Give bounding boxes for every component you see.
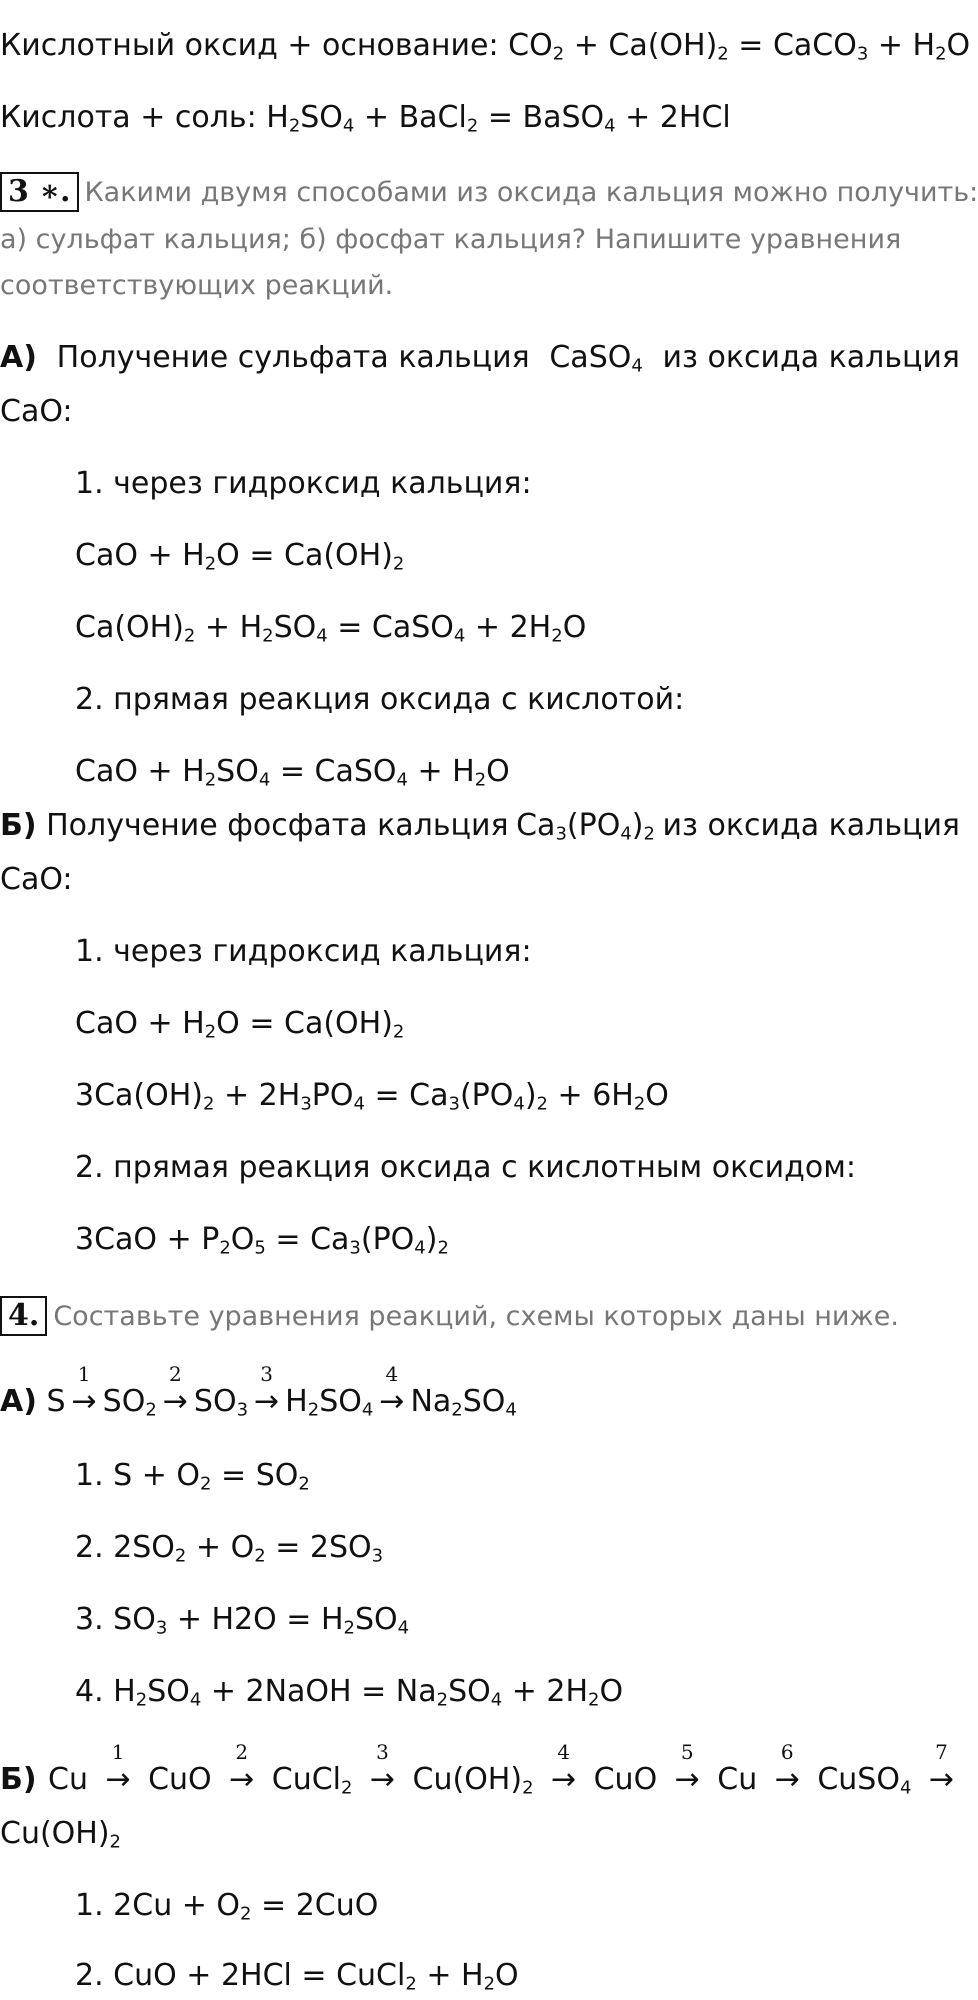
task4-a-label: А) — [0, 1384, 37, 1419]
task3-a-eq1: CaO + $H_2O = Ca(OH)_2$ — [75, 538, 405, 575]
task4-b-eq1: 1. $2Cu + O_2 = 2CuO$ — [75, 1888, 379, 1925]
intro-line-acid-salt: Кислота + соль: $H_2SO_4$ + BaCl$_2$ = BaSO$_4$ + 2HCl — [0, 100, 731, 137]
task4-a-eq4: 4. $H_2SO_4$ + 2NaOH = $Na_2SO_4 + 2H_2O$ — [75, 1674, 624, 1711]
task4-a-eq1: 1. $S + O_2 = SO_2$ — [75, 1458, 310, 1495]
arrow-number: 2 — [235, 1740, 249, 1764]
task4-a-eq3: 3. $SO_3 + H2O = H_2SO_4$ — [75, 1602, 410, 1639]
scheme-arrow: 5 → — [669, 1762, 706, 1798]
task3-question — [0, 172, 978, 212]
task3-a-formula: CaSO$_4$ — [549, 340, 643, 377]
task3-question-line1: Какими двумя способами из оксида кальция можно получить: — [84, 177, 978, 208]
arrow-number: 1 — [111, 1740, 125, 1764]
eq-number: 1. — [75, 1458, 114, 1493]
eq-number: 2. — [75, 1958, 114, 1993]
scheme-arrow: 4 → — [373, 1384, 410, 1420]
scheme-arrow: 3 → — [364, 1762, 401, 1798]
task3-question-line3: соответствующих реакций. — [0, 270, 394, 301]
task4-badge: 4. — [0, 1296, 47, 1336]
scheme-arrow: 7 → — [923, 1762, 960, 1798]
task3-b-step1: 1. через гидроксид кальция: — [75, 934, 532, 969]
task3-a-step2: 2. прямая реакция оксида с кислотой: — [75, 682, 685, 717]
arrow-number: 2 — [168, 1362, 182, 1386]
intro-label: Кислота + соль: — [0, 100, 267, 135]
arrow-number: 3 — [260, 1362, 273, 1386]
task3-b-text: Получение фосфата кальция — [46, 808, 509, 843]
eq-number: 3. — [75, 1602, 114, 1637]
arrow-number: 4 — [557, 1740, 570, 1764]
task3-a-step1: 1. через гидроксид кальция: — [75, 466, 532, 501]
task4-question — [0, 1296, 899, 1336]
scheme-arrow: 1 → — [99, 1762, 136, 1798]
eq-number: 2. — [75, 1530, 114, 1565]
intro-line-acid-oxide-base: Кислотный оксид + основание: $CO_2 + Ca(OH)_2$ = CaCO$_3$ + $H_2O$ — [0, 28, 971, 65]
task3-badge: 3 ∗. — [0, 172, 79, 212]
task3-a-eq3: CaO + $H_2SO_4$ = CaSO$_4$ + $H_2O$ — [75, 754, 510, 791]
arrow-number: 3 — [376, 1740, 389, 1764]
scheme-arrow: 3 → — [248, 1384, 285, 1420]
eq-number: 4. — [75, 1674, 114, 1709]
task3-a-label: А) — [0, 340, 37, 375]
arrow-number: 4 — [385, 1362, 399, 1386]
task3-a-tail: из оксида кальция — [662, 340, 960, 375]
task3-b-heading-line2: CaO: — [0, 862, 73, 897]
task4-question-text: Составьте уравнения реакций, схемы которых даны ниже. — [53, 1301, 899, 1332]
task3-b-eq2: $3Ca(OH)_2 + 2H_3PO_4 = Ca_3(PO_4)_2 + 6H_2O$ — [75, 1078, 669, 1115]
scheme-arrow: 2 → — [223, 1762, 260, 1798]
task3-question-line2: а) сульфат кальция; б) фосфат кальция? Напишите уравнения — [0, 224, 902, 255]
task4-b-scheme: Б) Cu 1 → CuO 2 → CuCl$_2$ 3 → $Cu(OH)_2$ 4 → CuO 5 → Cu 6 → CuSO$_4$ 7 → — [0, 1762, 960, 1799]
intro-label: Кислотный оксид + основание: — [0, 28, 509, 63]
task4-b-scheme-line2: $Cu(OH)_2$ — [0, 1816, 121, 1853]
task3-b-step2: 2. прямая реакция оксида с кислотным оксидом: — [75, 1150, 857, 1185]
task4-b-label: Б) — [0, 1762, 37, 1797]
task3-b-formula: $Ca_3(PO_4)_2$ — [516, 808, 655, 845]
task3-a-text: Получение сульфата кальция — [56, 340, 530, 375]
eq-water-plain: H2O — [211, 1602, 277, 1637]
task3-b-heading — [0, 808, 960, 845]
task4-b-eq2: 2. CuO + 2HCl = CuCl$_2$ + $H_2O$ — [75, 1958, 519, 1995]
task3-a-heading-line2: CaO: — [0, 394, 73, 429]
task3-a-heading — [0, 340, 960, 377]
scheme-arrow: 4 → — [545, 1762, 582, 1798]
task3-b-tail: из оксида кальция — [662, 808, 960, 843]
task3-b-eq1: CaO + $H_2O = Ca(OH)_2$ — [75, 1006, 405, 1043]
arrow-number: 6 — [780, 1740, 794, 1764]
arrow-number: 5 — [680, 1740, 694, 1764]
task3-a-eq2: $Ca(OH)_2 + H_2SO_4$ = CaSO$_4$ + $2H_2O$ — [75, 610, 587, 647]
arrow-number: 1 — [77, 1362, 91, 1386]
task4-a-eq2: 2. $2SO_2 + O_2 = 2SO_3$ — [75, 1530, 384, 1567]
scheme-arrow: 6 → — [769, 1762, 806, 1798]
task3-b-eq3: $3CaO + P_2O_5 = Ca_3(PO_4)_2$ — [75, 1222, 449, 1259]
scheme-arrow: 2 → — [157, 1384, 194, 1420]
task4-a-scheme: А) S 1 → $SO_2$ 2 → $SO_3$ 3 → $H_2SO_4$ 4 → $Na_2SO_4$ — [0, 1362, 517, 1421]
arrow-number: 7 — [935, 1740, 948, 1764]
task3-b-label: Б) — [0, 808, 37, 843]
eq-number: 1. — [75, 1888, 114, 1923]
scheme-arrow: 1 → — [66, 1384, 103, 1420]
